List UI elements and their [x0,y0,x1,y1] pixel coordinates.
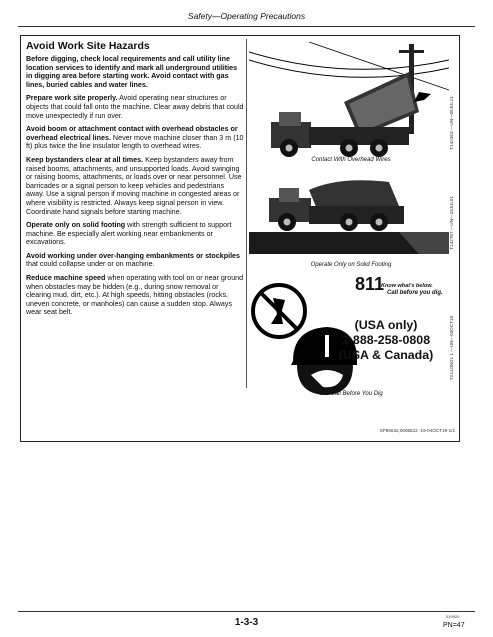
paragraph-body: Never move machine closer than 3 m (10 ft) plus twice the line insulator length to overhead wires. [26,133,244,151]
figure-caption: Operate Only on Solid Footing [310,262,392,268]
paragraph-lead: Reduce machine speed [26,274,106,283]
paragraph-bystanders [26,156,244,216]
paragraph-machine-speed [26,274,244,317]
figure-code: T142353 —UN—05JUL21 [449,96,454,150]
paragraph-lead: Before digging, check local requirements and call utility line location services to identify and mark all underground utilities in digging area before starting work. Avoid contact with gas lines, buried cables and water lines. [26,55,238,89]
text-column [26,40,244,322]
figure-caption: 811 Call Before You Dig [319,391,383,397]
footer-code: 010920 [446,614,460,619]
footer-rule [18,611,475,612]
paragraph-lead: Prepare work site properly. [26,94,118,103]
paragraph-overhead-lines [26,125,244,151]
section-heading: Avoid Work Site Hazards [26,40,150,52]
paragraph-body: Avoid operating near structures or objects that could fall onto the machine. Clear away debris that could move unexpectedly if run over. [26,94,244,120]
paragraph-embankments [26,252,244,269]
figure-code: TX1129621 1 —UN—03OCT19 [449,316,454,381]
paragraph-body: Keep bystanders away from raised booms, attachments, and unsupported loads. Avoid swinging or raising booms, attachments, or loads over or near personnel. Use barricades or a signal person to keep vehicles and pedestrians away. Use a signal person if moving machine in congested areas or where visibility is restricted. Always keep signal person in view. Coordinate hand signals before starting machine. [26,155,242,216]
phone-number: 1-888-258-0808 [341,333,431,347]
header-rule [18,26,475,27]
page-number: 1-3-3 [234,617,259,628]
paragraph-lead: Keep bystanders clear at all times. [26,155,144,164]
paragraph-body: that could collapse under or on machine. [26,260,155,269]
ad-811-number: 811 [355,274,385,294]
overhead-wires-illustration [249,42,449,160]
pn-label: PN=47 [443,622,465,629]
solid-footing-illustration [249,176,449,258]
paragraph-utilities [26,55,244,89]
safety-box [20,35,460,442]
phone-info [331,318,441,363]
paragraph-lead: Operate only on solid footing [26,221,126,230]
phone-line-usa-only: (USA only) [354,318,418,332]
reference-code: SP66632,0005522 -19-04OCT19-1/1 [379,428,455,433]
paragraph-lead: Avoid boom or attachment contact with overhead obstacles or overhead electrical lines. [26,125,238,142]
ad-811-line1: Know what's below. [381,283,433,289]
page-header-title: Safety—Operating Precautions [187,11,306,21]
paragraph-body: with strength sufficient to support machine. Be especially alert working near embankments or excavations. [26,221,232,247]
paragraph-prepare-site [26,94,244,120]
paragraph-lead: Avoid working under over-hanging embankments or stockpiles [26,251,240,260]
paragraph-body: when operating with tool on or near ground when obstacles may be hidden (e.g., during snow removal or clearing mud, dirt, etc.). At high speeds, hitting obstacles (rocks, uneven concrete, or manholes) can cause a sudden stop. Always wear seat belt. [26,274,244,317]
ad-811-line2: Call before you dig. [387,290,443,296]
figure-caption: Contact With Overhead Wires [311,157,391,163]
column-divider [246,39,247,388]
paragraph-solid-footing [26,221,244,247]
figure-code: T142767 —UN—23JUL01 [449,196,454,250]
phone-line-usa-canada: (USA & Canada) [338,348,434,362]
